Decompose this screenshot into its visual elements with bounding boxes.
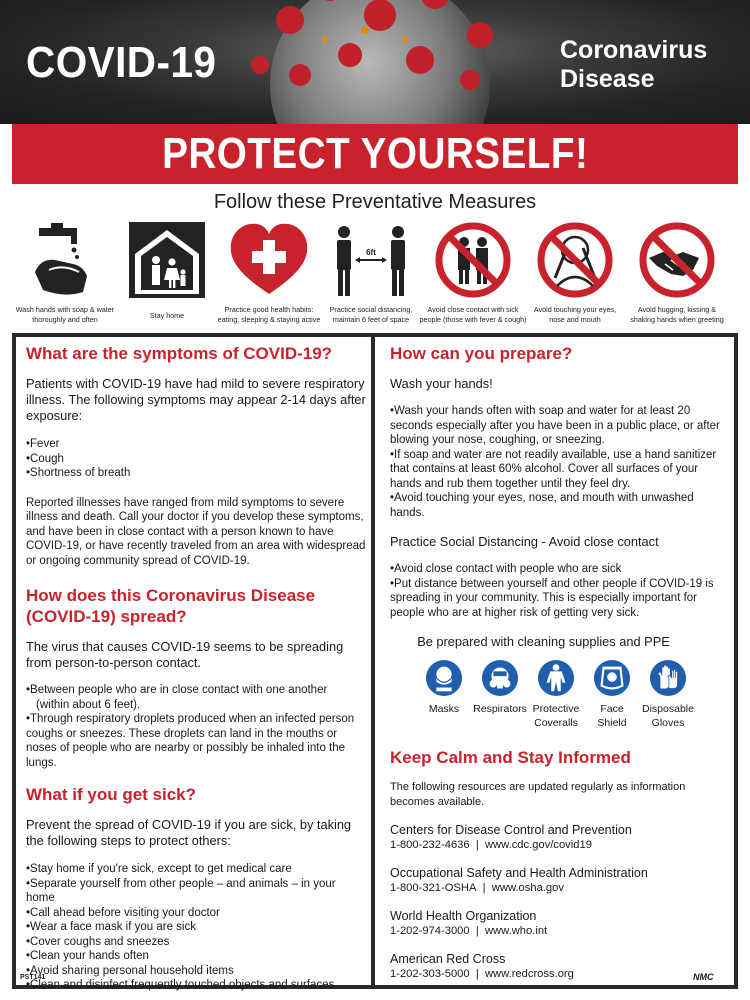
resource-cdc: Centers for Disease Control and Prevention 1-800-232-4636 | www.cdc.gov/covid19 (390, 822, 725, 852)
ppe-gloves: Disposable Gloves (640, 659, 696, 730)
handwashing-icon (25, 220, 105, 300)
sick-heading: What if you get sick? (26, 785, 197, 804)
resource-name: Occupational Safety and Health Administration (390, 866, 648, 880)
resource-who: World Health Organization 1-202-974-3000 | www.who.int (390, 908, 725, 938)
ppe-title: Be prepared with cleaning supplies and PPE (417, 634, 670, 649)
ppe-masks: Masks (416, 659, 472, 730)
spread-intro: The virus that causes COVID-19 seems to be spreading from person-to-person contact. (26, 639, 344, 670)
list-item: • Call ahead before visiting your doctor (26, 906, 366, 921)
list-item: • Wash your hands often with soap and water for at least 20 seconds especially after you have been in a public place, or after blowing your nose, coughing, or sneezing. (390, 404, 725, 448)
list-item: • Through respiratory droplets produced when an infected person coughs or sneezes. These droplets can land in the mouths or noses of people who are nearby or possibly be inhaled into the lungs. (26, 712, 366, 770)
ppe-respirators: Respirators (472, 659, 528, 730)
list-item: • Clean and disinfect frequently touched objects and surfaces. (26, 978, 366, 993)
face-shield-icon (593, 659, 631, 697)
coronavirus-image (230, 0, 530, 124)
list-item: • Avoid close contact with people who are sick (390, 562, 725, 577)
measure-avoid-sick: Avoid close contact with sick people (those with fever & cough) (420, 216, 526, 328)
stay-home-icon (127, 220, 207, 300)
banner-text: PROTECT YOURSELF! (161, 129, 589, 178)
measure-health-habits: Practice good health habits: eating, sleeping & staying active (216, 216, 322, 328)
wash-list (390, 404, 725, 520)
gloves-icon (649, 659, 687, 697)
resource-osha: Occupational Safety and Health Administration 1-800-321-OSHA | www.osha.gov (390, 865, 725, 895)
symptoms-body: Reported illnesses have ranged from mild symptoms to severe illness and death. Call your doctor if you develop these symptoms, and have been in close contact with a person known to have COVID-19, or have recently traveled from an area with widespread or ongoing community spread of COVID-19. (26, 496, 366, 567)
wash-hands-label: Wash your hands! (390, 376, 493, 391)
symptoms-list (26, 437, 366, 481)
header-banner (0, 0, 750, 124)
sick-list (26, 862, 366, 993)
no-handshake-icon (637, 220, 717, 300)
resource-phone: 1-800-232-4636 (390, 839, 470, 851)
resource-link[interactable]: www.osha.gov (491, 882, 564, 894)
left-column (26, 340, 366, 993)
ppe-coveralls: Protective Coveralls (528, 659, 584, 730)
poster-title: COVID-19 (26, 38, 217, 87)
coveralls-icon (537, 659, 575, 697)
symptoms-intro: Patients with COVID-19 have had mild to severe respiratory illness. The following symptoms may appear 2-14 days after exposure: (26, 376, 366, 423)
resource-link[interactable]: www.who.int (484, 925, 548, 937)
informed-intro: The following resources are updated regularly as information becomes available. (390, 781, 686, 808)
health-heart-icon (229, 220, 309, 300)
no-face-touch-icon (535, 220, 615, 300)
measure-handwashing: Wash hands with soap & water thoroughly and often (12, 216, 118, 328)
social-distance-icon (331, 220, 411, 300)
protect-banner (12, 124, 738, 184)
list-item: • Cover coughs and sneezes (26, 935, 366, 950)
symptoms-heading: What are the symptoms of COVID-19? (26, 344, 333, 363)
column-divider (371, 333, 375, 989)
distancing-list (390, 562, 725, 620)
list-item: • Fever (26, 437, 366, 452)
resource-name: Centers for Disease Control and Prevention (390, 823, 632, 837)
list-item: • Avoid sharing personal household items (26, 964, 366, 979)
list-item: • Between people who are in close contact with one another (within about 6 feet). (26, 683, 366, 712)
measure-avoid-face-touch: Avoid touching your eyes, nose and mouth (522, 216, 628, 328)
ppe-row (416, 659, 725, 730)
right-column (390, 340, 725, 981)
poster-subtitle: Coronavirus Disease (560, 36, 708, 93)
ppe-face-shield: Face Shield (584, 659, 640, 730)
spread-list (26, 683, 366, 770)
list-item: • If soap and water are not readily available, use a hand sanitizer that contains at least 60% alcohol. Cover all surfaces of your hands and rub them together until they feel dry. (390, 448, 725, 492)
measure-social-distance: 6ft Practice social distancing, maintain 6 feet of space (318, 216, 424, 328)
list-item: • Clean your hands often (26, 949, 366, 964)
list-item: • Separate yourself from other people – and animals – in your home (26, 877, 366, 906)
no-close-contact-icon (433, 220, 513, 300)
resource-name: American Red Cross (390, 952, 506, 966)
respirator-icon (481, 659, 519, 697)
resource-phone: 1-202-974-3000 (390, 925, 470, 937)
measures-title: Follow these Preventative Measures (213, 191, 537, 213)
resource-link[interactable]: www.redcross.org (484, 968, 574, 980)
prepare-heading: How can you prepare? (390, 344, 573, 363)
list-item: • Stay home if you're sick, except to get medical care (26, 862, 366, 877)
list-item: • Avoid touching your eyes, nose, and mouth with unwashed hands. (390, 491, 725, 520)
resource-redcross: American Red Cross 1-202-303-5000 | www.redcross.org (390, 951, 725, 981)
measure-stay-home: Stay home (114, 216, 220, 328)
distance-label: 6ft (366, 248, 376, 257)
measure-avoid-handshake: Avoid hugging, kissing & shaking hands when greeting (624, 216, 730, 328)
list-item: • Wear a face mask if you are sick (26, 920, 366, 935)
informed-heading: Keep Calm and Stay Informed (390, 748, 631, 767)
resource-phone: 1-202-303-5000 (390, 968, 470, 980)
mask-icon (425, 659, 463, 697)
brand-logo: NMC (693, 972, 714, 982)
list-item: • Cough (26, 452, 366, 467)
resource-name: World Health Organization (390, 909, 537, 923)
measures-icon-row (12, 216, 738, 328)
list-item: • Shortness of breath (26, 466, 366, 481)
sick-intro: Prevent the spread of COVID-19 if you are sick, by taking the following steps to protect others: (26, 817, 352, 848)
resource-phone: 1-800-321-OSHA (390, 882, 477, 894)
product-code: PST141 (20, 974, 46, 981)
spread-heading: How does this Coronavirus Disease (COVID-19) spread? (26, 586, 316, 626)
distancing-label: Practice Social Distancing - Avoid close contact (390, 534, 659, 549)
list-item: • Put distance between yourself and other people if COVID-19 is spreading in your community. This is especially important for people who are at higher risk of getting very sick. (390, 577, 725, 621)
resource-link[interactable]: www.cdc.gov/covid19 (484, 839, 592, 851)
